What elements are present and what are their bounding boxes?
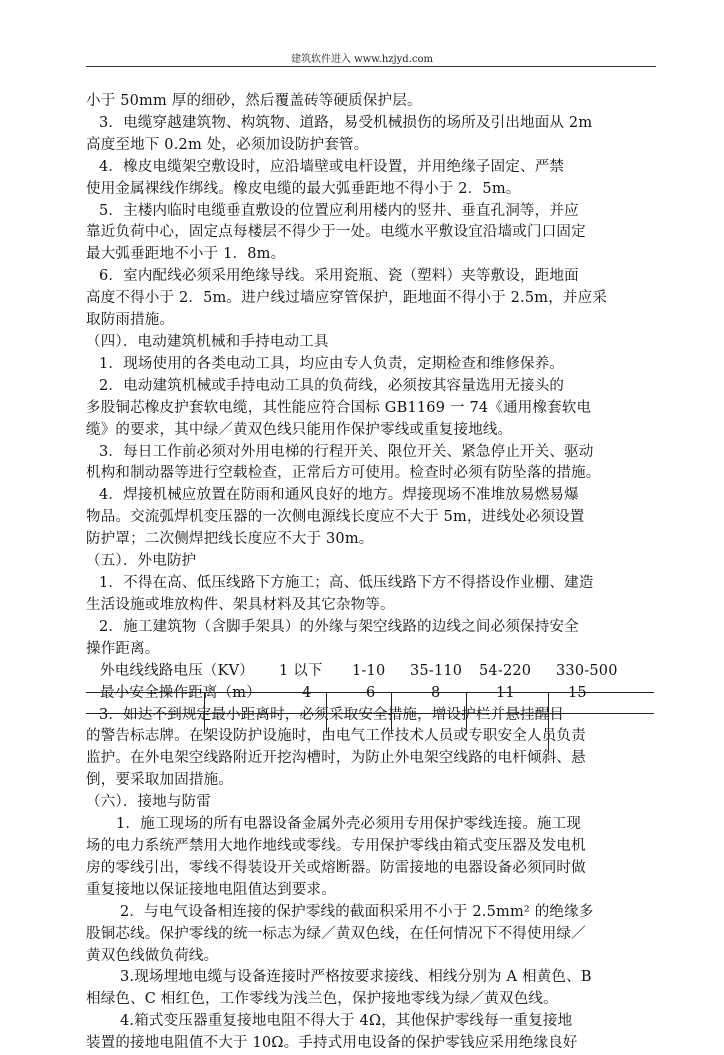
- body-line: 防护罩；二次侧焊把线长度应不大于 30m。: [86, 531, 374, 548]
- table-cell: 8: [431, 684, 441, 701]
- document-body: [86, 91, 658, 1055]
- table-rule: [86, 692, 654, 693]
- body-line: 3.现场埋地电缆与设备连接时严格按要求接线、相线分别为 A 相黄色、B: [120, 969, 592, 986]
- table-col-rule: [204, 692, 205, 734]
- table-cell: 1 以下: [279, 662, 323, 679]
- body-line: 倒，要采取加固措施。: [86, 772, 233, 789]
- table-cell: 4: [302, 684, 312, 701]
- body-line: 1．现场使用的各类电动工具，均应由专人负责，定期检查和维修保养。: [99, 355, 565, 372]
- page-header: 建筑软件进入 www.hzjyd.com: [291, 54, 433, 65]
- body-line: 4.箱式变压器重复接地电阻不得大于 4Ω，其他保护零线每一重复接地: [120, 1013, 573, 1030]
- body-line: 靠近负荷中心，固定点每楼层不得少于一处。电缆水平敷设宜沿墙或门口固定: [86, 224, 586, 241]
- table-header-cell: 最小安全操作距离（m）: [100, 684, 261, 701]
- body-line: 6．室内配线必须采用绝缘导线。采用瓷瓶、瓷（塑料）夹等敷设，距地面: [99, 268, 579, 285]
- table-row: [86, 661, 658, 683]
- body-line: 生活设施或堆放构件、架具材料及其它杂物等。: [86, 596, 395, 613]
- section-heading: （五）．外电防护: [86, 553, 197, 570]
- body-line: 最大弧垂距地不小于 1．8m。: [86, 246, 286, 263]
- table-cell: 11: [496, 684, 515, 701]
- body-line: 的警告标志牌。在架设防护设施时，由电气工作技术人员或专职安全人员负责: [86, 728, 586, 745]
- table-col-rule: [326, 692, 327, 734]
- body-line: 机构和制动器等进行空载检查，正常后方可使用。检查时必须有防坠落的措施。: [86, 465, 601, 482]
- body-line: 3．如达不到规定最小距离时，必须采取安全措施，增设护栏并悬挂醒目: [99, 706, 565, 723]
- table-cell: 15: [568, 684, 587, 701]
- body-line: 使用金属裸线作绑线。橡皮电缆的最大弧垂距地不得小于 2．5m。: [86, 180, 521, 197]
- body-line: 2．施工建筑物（含脚手架具）的外缘与架空线路的边线之间必须保持安全: [99, 618, 579, 635]
- header-divider: [86, 66, 656, 67]
- body-line: 场的电力系统严禁用大地作地线或零线。专用保护零线由箱式变压器及发电机: [86, 838, 586, 854]
- body-line: 2．与电气设备相连接的保护零线的截面积采用不小于 2.5mm² 的绝缘多: [120, 903, 594, 920]
- body-line: 重复接地以保证接地电阻值达到要求。: [86, 881, 336, 898]
- body-line: 3．电缆穿越建筑物、构筑物、道路，易受机械损伤的场所及引出地面从 2m: [99, 114, 593, 131]
- table-cell: 330-500: [556, 662, 618, 679]
- body-line: 4．橡皮电缆架空敷设时，应沿墙壁或电杆设置，并用绝缘子固定、严禁: [99, 158, 565, 175]
- body-line: 股铜芯线。保护零线的统一标志为绿／黄双色线，在任何情况下不得使用绿／: [86, 925, 586, 942]
- body-line: 监护。在外电架空线路附近开挖沟槽时，为防止外电架空线路的电杆倾斜、悬: [86, 750, 586, 767]
- body-line: 高度不得小于 2．5m。进户线过墙应穿管保护，距地面不得小于 2.5m，并应采: [86, 290, 608, 307]
- distance-table: [86, 661, 658, 705]
- body-line: 1．不得在高、低压线路下方施工；高、低压线路下方不得搭设作业棚、建造: [99, 574, 594, 591]
- body-line: 相绿色、C 相红色，工作零线为浅兰色，保护接地零线为绿／黄双色线。: [86, 991, 558, 1008]
- table-cell: 1-10: [352, 662, 386, 679]
- body-line: 3．每日工作前必须对外用电梯的行程开关、限位开关、紧急停止开关、驱动: [99, 443, 594, 460]
- table-col-rule: [391, 692, 392, 734]
- body-line: 缆》的要求，其中绿／黄双色线只能用作保护零线或重复接地线。: [86, 421, 513, 438]
- table-row: [86, 683, 658, 705]
- body-line: 高度至地下 0.2m 处，必须加设防护套管。: [86, 136, 369, 153]
- body-line: 5．主楼内临时电缆垂直敷设的位置应利用楼内的竖井、垂直孔洞等，并应: [99, 202, 579, 219]
- table-col-rule: [466, 692, 467, 734]
- body-line: 1．施工现场的所有电器设备金属外壳必须用专用保护零线连接。施工现: [116, 816, 582, 833]
- table-header-cell: 外电线线路电压（KV）: [100, 662, 255, 679]
- body-line: 多股铜芯橡皮护套软电缆，其性能应符合国标 GB1169 一 74《通用橡套软电: [86, 399, 592, 416]
- body-line: 4．焊接机械应放置在防雨和通风良好的地方。焊接现场不准堆放易燃易爆: [99, 487, 579, 504]
- table-cell: 35-110: [410, 662, 463, 679]
- body-line: 物品。交流弧焊机变压器的一次侧电源线长度应不大于 5m，进线处必须设置: [86, 509, 585, 526]
- section-heading: （四）．电动建筑机械和手持电动工具: [86, 333, 329, 350]
- body-line: 取防雨措施。: [86, 312, 175, 329]
- body-line: 操作距离。: [86, 640, 160, 657]
- body-line: 黄双色线做负荷线。: [86, 947, 219, 964]
- section-heading: （六）．接地与防雷: [86, 794, 212, 811]
- body-line: 2．电动建筑机械或手持电动工具的负荷线，必须按其容量选用无接头的: [99, 377, 565, 394]
- body-line: 装置的接地电阻值不大于 10Ω。手持式用电设备的保护零钱应采用绝缘良好: [86, 1035, 578, 1052]
- table-col-rule: [548, 692, 549, 754]
- body-line: 小于 50mm 厚的细砂，然后覆盖砖等硬质保护层。: [86, 93, 422, 109]
- table-cell: 6: [366, 684, 376, 701]
- table-cell: 54-220: [479, 662, 532, 679]
- table-rule: [86, 713, 654, 714]
- body-line: 房的零线引出，零线不得装设开关或熔断器。防雷接地的电器设备必须同时做: [86, 859, 586, 876]
